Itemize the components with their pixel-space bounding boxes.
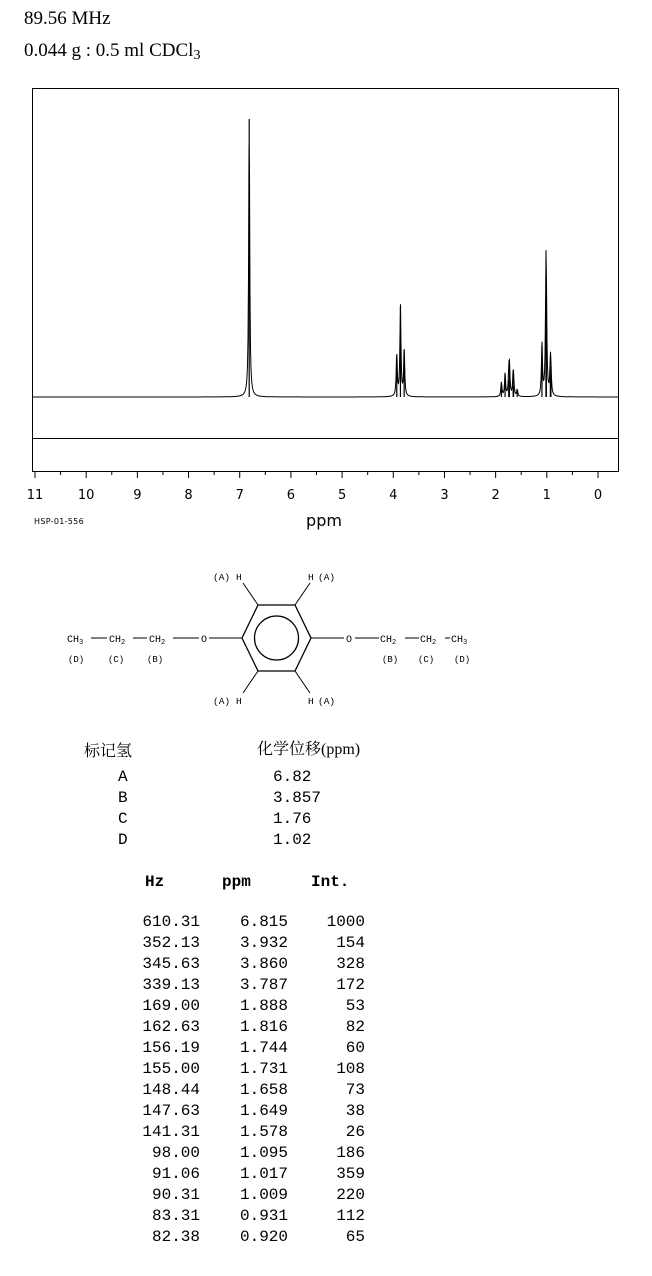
h-bottom-left: H	[236, 696, 242, 707]
peak-table-header: Int.	[311, 873, 350, 891]
x-tick-label: 7	[235, 488, 244, 503]
h-top-left: H	[236, 572, 242, 583]
x-tick-label: 10	[77, 488, 95, 503]
peak-table-cell: 328	[336, 955, 365, 973]
peak-table-cell: 1.888	[239, 997, 288, 1015]
peak-table-cell: 1.017	[239, 1165, 288, 1183]
sample-text: 0.044 g : 0.5 ml CDCl	[24, 40, 194, 61]
bond-h-bottom-left	[243, 671, 258, 693]
peak-table-cell: 65	[345, 1228, 365, 1246]
peak-table-cell: 1.095	[239, 1144, 288, 1162]
x-tick-label: 5	[337, 488, 347, 503]
peak-table-cell: 610.31	[142, 913, 200, 931]
peak-table-cell: 169.00	[142, 997, 200, 1015]
peak-table-cell: 26	[345, 1123, 365, 1141]
h-bottom-right: H	[308, 696, 314, 707]
peak-table-header: ppm	[222, 873, 251, 891]
x-tick-label: 2	[491, 488, 500, 503]
peak-table-cell: 148.44	[142, 1081, 200, 1099]
peak-table-cell: 1.816	[239, 1018, 288, 1036]
peak-table-cell: 53	[345, 997, 365, 1015]
assignment-header-shift: 化学位移(ppm)	[257, 741, 361, 758]
x-axis-ticks	[35, 471, 598, 478]
x-axis-tick-labels	[27, 488, 602, 503]
peak-table-cell: 1.578	[239, 1123, 288, 1141]
label-a-bottom-left: (A)	[213, 696, 231, 707]
benzene-ring	[242, 605, 311, 671]
plot-frame	[33, 89, 619, 472]
assignment-shift: 6.82	[273, 768, 312, 786]
assignment-shift: 1.76	[273, 810, 312, 828]
left-tag-d: (D)	[68, 655, 85, 665]
peak-table-cell: 60	[345, 1039, 365, 1057]
right-chain-ch2-c: $CH_2$	[420, 635, 437, 647]
left-chain-ch3: $CH_3$	[67, 635, 84, 647]
assignment-shift: 1.02	[273, 831, 312, 849]
spectrum-id: HSP-01-556	[34, 517, 84, 526]
peak-table-cell: 1.744	[239, 1039, 288, 1057]
peak-table-cell: 3.932	[239, 934, 288, 952]
left-tag-c: (C)	[108, 655, 125, 665]
peak-table-cell: 1.731	[239, 1060, 288, 1078]
peak-table-cell: 1000	[326, 913, 365, 931]
right-chain-ch2-b: $CH_2$	[380, 635, 397, 647]
peak-table-cell: 112	[336, 1207, 365, 1225]
peak-table-cell: 186	[336, 1144, 365, 1162]
assignment-label: A	[118, 768, 128, 786]
oxygen-right: O	[346, 635, 353, 646]
bond-h-top-left	[243, 583, 258, 605]
peak-table-cell: 155.00	[142, 1060, 200, 1078]
peak-table-cell: 141.31	[142, 1123, 200, 1141]
molecular-structure	[55, 562, 485, 712]
assignment-shift: 3.857	[273, 789, 322, 807]
peak-table-header: Hz	[145, 873, 165, 891]
x-tick-label: 6	[286, 488, 296, 503]
x-tick-label: 0	[593, 488, 603, 503]
assignment-label: C	[118, 810, 128, 828]
sample-concentration	[24, 40, 200, 62]
label-a-top-right: (A)	[318, 572, 336, 583]
peak-table-cell: 82	[345, 1018, 365, 1036]
sample-subscript: 3	[193, 48, 201, 63]
x-tick-label: 4	[389, 488, 398, 503]
peak-table-cell: 6.815	[239, 913, 288, 931]
h-top-right: H	[308, 572, 314, 583]
peak-table-cell: 345.63	[142, 955, 200, 973]
peak-table-cell: 339.13	[142, 976, 200, 994]
peak-table-cell: 38	[345, 1102, 365, 1120]
peak-table-cell: 1.649	[239, 1102, 288, 1120]
x-tick-label: 8	[184, 488, 193, 503]
right-tag-c: (C)	[418, 655, 435, 665]
peak-table-cell: 82.38	[151, 1228, 200, 1246]
x-axis-label: ppm	[306, 511, 342, 530]
peak-table-cell: 156.19	[142, 1039, 200, 1057]
peak-table-cell: 359	[336, 1165, 365, 1183]
peak-table-cell: 108	[336, 1060, 365, 1078]
x-tick-label: 9	[133, 488, 142, 503]
peak-table-cell: 3.787	[239, 976, 288, 994]
left-chain-ch2-c: $CH_2$	[109, 635, 126, 647]
peak-table-cell: 1.658	[239, 1081, 288, 1099]
right-chain-ch3: $CH_3$	[451, 635, 468, 647]
label-a-bottom-right: (A)	[318, 696, 336, 707]
peak-table-cell: 154	[336, 934, 365, 952]
peak-table-cell: 83.31	[151, 1207, 200, 1225]
aromatic-circle	[255, 616, 299, 660]
assignment-label: B	[118, 789, 128, 807]
label-a-top-left: (A)	[213, 572, 231, 583]
peak-table-cell: 73	[345, 1081, 365, 1099]
peak-table-cell: 172	[336, 976, 365, 994]
peak-table-cell: 1.009	[239, 1186, 288, 1204]
assignment-label: D	[118, 831, 128, 849]
peak-table-cell: 352.13	[142, 934, 200, 952]
peak-table-cell: 147.63	[142, 1102, 200, 1120]
peak-table-cell: 3.860	[239, 955, 288, 973]
left-tag-b: (B)	[147, 655, 164, 665]
left-chain-ch2-b: $CH_2$	[149, 635, 166, 647]
peak-lines	[249, 119, 551, 397]
peak-table-cell: 0.920	[239, 1228, 288, 1246]
x-tick-label: 1	[542, 488, 551, 503]
peak-table-cell: 98.00	[151, 1144, 200, 1162]
peak-table-cell: 91.06	[151, 1165, 200, 1183]
nmr-spectrum-chart	[0, 80, 652, 540]
bond-h-bottom-right	[295, 671, 310, 693]
peak-table-cell: 0.931	[239, 1207, 288, 1225]
x-tick-label: 11	[26, 488, 44, 503]
spectrum-trace	[33, 145, 618, 397]
oxygen-left: O	[201, 635, 208, 646]
right-tag-b: (B)	[382, 655, 399, 665]
peak-table-cell: 162.63	[142, 1018, 200, 1036]
x-tick-label: 3	[440, 488, 449, 503]
peak-table-cell: 90.31	[151, 1186, 200, 1204]
right-tag-d: (D)	[454, 655, 471, 665]
bond-h-top-right	[295, 583, 310, 605]
spectrometer-frequency: 89.56 MHz	[24, 8, 111, 29]
peak-table-cell: 220	[336, 1186, 365, 1204]
assignment-header-label: 标记氢	[84, 743, 133, 760]
